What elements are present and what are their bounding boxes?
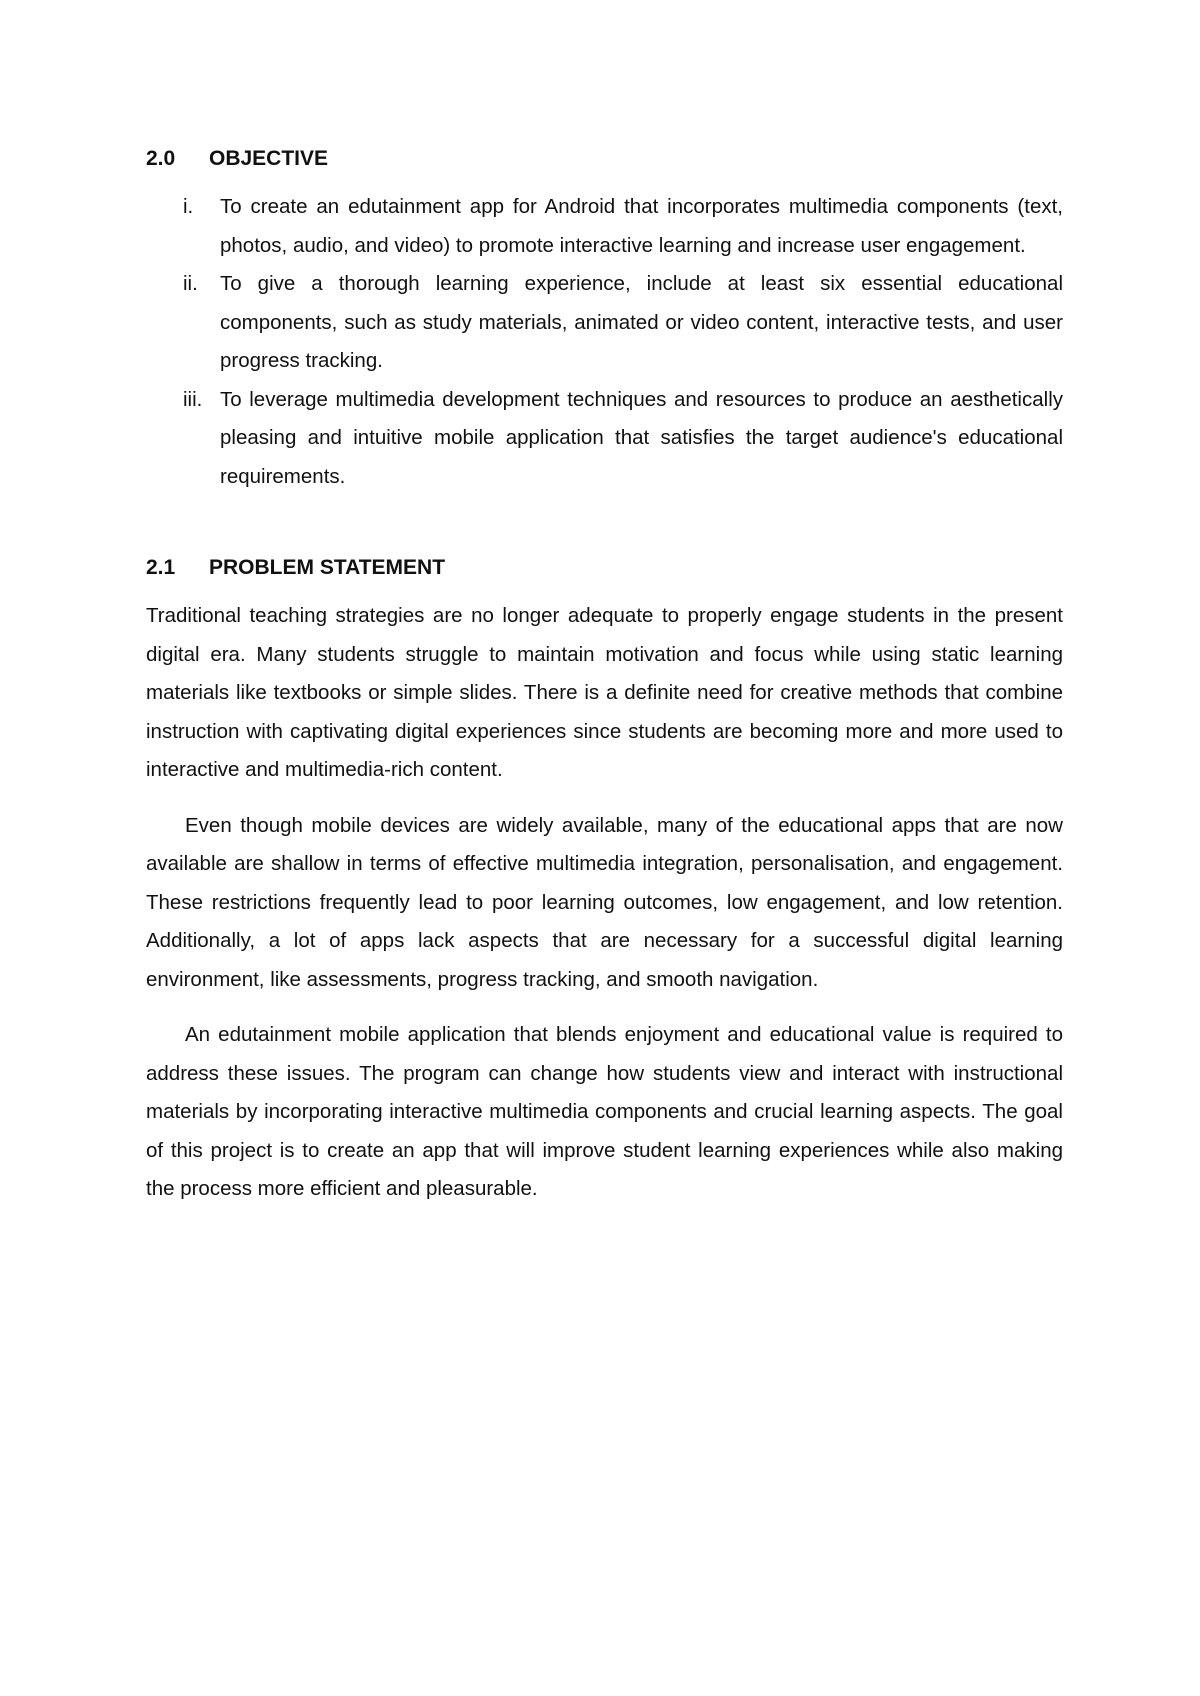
objective-item: [146, 188, 1063, 265]
objective-item-text: To give a thorough learning experience, include at least six essential educational components, such as study materials, animated or video content, interactive tests, and user progress tracking.: [220, 272, 1063, 372]
objective-item-text: To leverage multimedia development techniques and resources to produce an aesthetically pleasing and intuitive mobile application that satisfies the target audience's educational requirements.: [220, 387, 1063, 488]
objective-item: [146, 381, 1063, 497]
problem-statement-section-title: PROBLEM STATEMENT: [209, 556, 446, 579]
problem-statement-paragraph-1: Traditional teaching strategies are no longer adequate to properly engage students in the present digital era. Many students struggle to maintain motivation and focus while using static learning materials like textbooks or simple slides. There is a definite need for creative methods that combine instruction with captivating digital experiences since students are becoming more and more used to interactive and multimedia-rich content.: [146, 604, 1063, 781]
objective-heading: [146, 145, 1063, 173]
objective-list: [146, 188, 1063, 496]
page-content: [146, 145, 1063, 1226]
objective-item: [146, 265, 1063, 381]
objective-section-title: OBJECTIVE: [209, 147, 329, 170]
problem-statement-paragraph-3: An edutainment mobile application that blends enjoyment and educational value is required to address these issues. The program can change how students view and interact with instructional materials by incorporating interactive multimedia components and crucial learning aspects. The goal of this project is to create an app that will improve student learning experiences while also making the process more efficient and pleasurable.: [146, 1023, 1063, 1200]
objective-item-marker: iii.: [183, 387, 203, 411]
problem-statement-heading: [146, 554, 1063, 582]
objective-section-number: 2.0: [146, 147, 176, 170]
objective-item-marker: ii.: [183, 272, 198, 295]
problem-statement-section-number: 2.1: [146, 556, 176, 579]
problem-statement-paragraph-2: Even though mobile devices are widely available, many of the educational apps that are now available are shallow in terms of effective multimedia integration, personalisation, and engagement. These restrictions frequently lead to poor learning outcomes, low engagement, and low retention. Additionally, a lot of apps lack aspects that are necessary for a successful digital learning environment, like assessments, progress tracking, and smooth navigation.: [146, 813, 1063, 991]
objective-item-marker: i.: [183, 195, 194, 218]
objective-item-text: To create an edutainment app for Android that incorporates multimedia components (text, photos, audio, and video) to promote interactive learning and increase user engagement.: [220, 195, 1063, 257]
